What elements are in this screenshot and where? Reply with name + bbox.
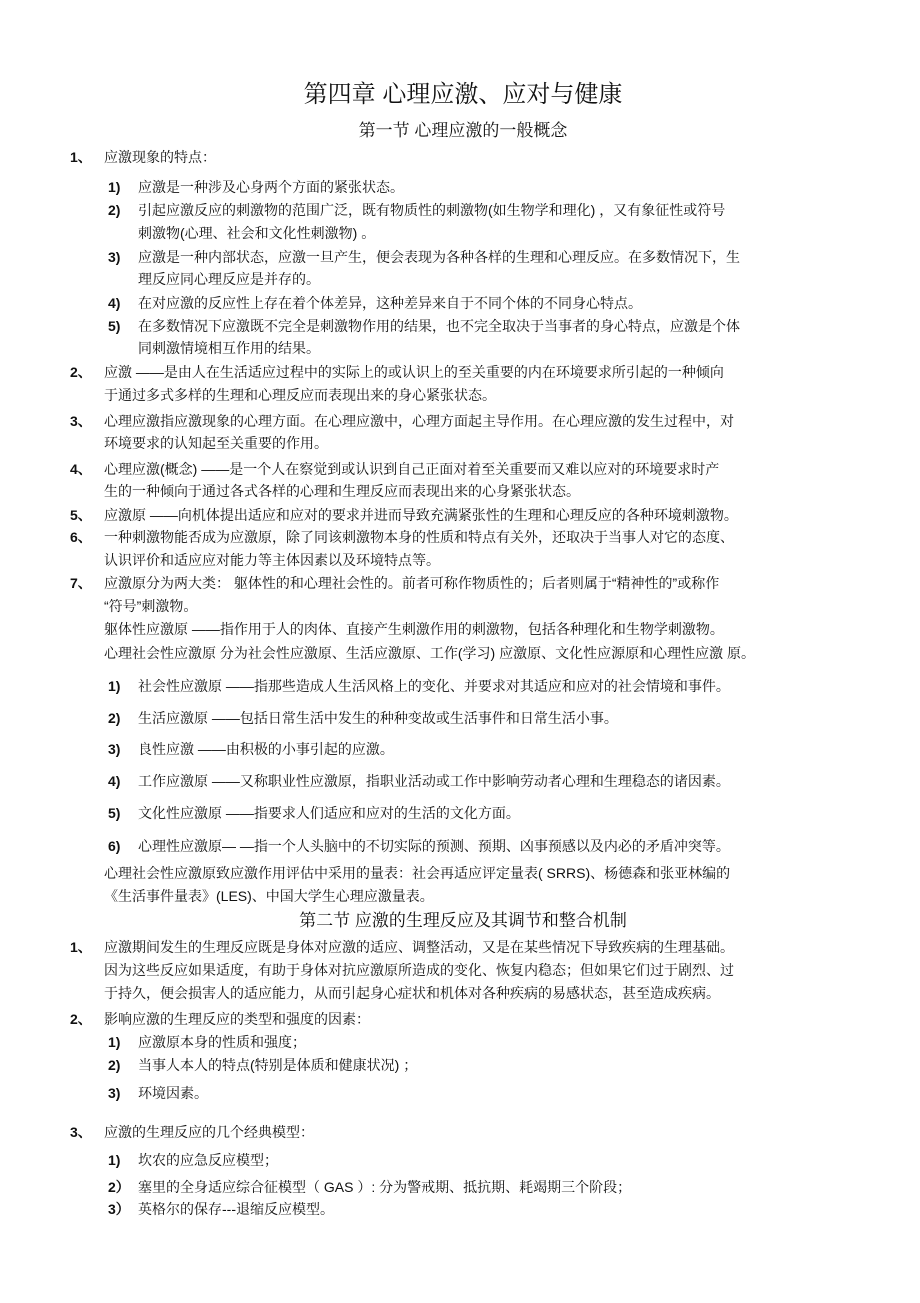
paragraph-line: 心理社会性应激原致应激作用评估中采用的量表：社会再适应评定量表( SRRS)、杨德森和张亚林编的	[104, 865, 731, 881]
list-number: 1)	[108, 179, 121, 195]
paragraph-line: 生的一种倾向于通过各式各样的心理和生理反应而表现出来的心身紧张状态。	[104, 483, 580, 499]
list-number: 2）	[108, 1179, 130, 1195]
list-number: 3、	[70, 1124, 92, 1140]
paragraph-line: 环境因素。	[138, 1085, 208, 1101]
paragraph-line: 社会性应激原 ——指那些造成人生活风格上的变化、并要求对其适应和应对的社会情境和事件。	[138, 678, 730, 694]
paragraph-line: 在对应激的反应性上存在着个体差异，这种差异来自于不同个体的不同身心特点。	[138, 295, 642, 311]
paragraph-line: 坎农的应急反应模型；	[138, 1152, 278, 1168]
paragraph-line: “符号”刺激物。	[104, 598, 198, 614]
paragraph-line: 于通过多式多样的生理和心理反应而表现出来的身心紧张状态。	[104, 387, 496, 403]
list-number: 1)	[108, 1034, 121, 1050]
paragraph-line: 应激的生理反应的几个经典模型：	[104, 1124, 314, 1140]
list-number: 3、	[70, 413, 92, 429]
paragraph-line: 于持久，便会损害人的适应能力，从而引起身心症状和机体对各种疾病的易感状态，甚至造成疾病。	[104, 985, 720, 1001]
list-number: 4)	[108, 773, 121, 789]
paragraph-line: 良性应激 ——由积极的小事引起的应激。	[138, 741, 394, 757]
paragraph-line: 英格尔的保存---退缩反应模型。	[138, 1201, 334, 1217]
paragraph-line: 应激是一种内部状态，应激一旦产生，便会表现为各种各样的生理和心理反应。在多数情况下，生	[138, 249, 740, 265]
paragraph-line: 应激期间发生的生理反应既是身体对应激的适应、调整活动，又是在某些情况下导致疾病的生理基础。	[104, 939, 734, 955]
paragraph-line: 文化性应激原 ——指要求人们适应和应对的生活的文化方面。	[138, 805, 520, 821]
paragraph-line: 应激 ——是由人在生活适应过程中的实际上的或认识上的至关重要的内在环境要求所引起的一种倾向	[104, 364, 724, 380]
paragraph-line: 心理社会性应激原 分为社会性应激原、生活应激原、工作(学习) 应激原、文化性应源原和心理性应激 原。	[104, 645, 755, 661]
list-number: 5、	[70, 507, 92, 523]
list-number: 5)	[108, 805, 121, 821]
paragraph-line: 心理应激指应激现象的心理方面。在心理应激中，心理方面起主导作用。在心理应激的发生过程中，对	[104, 413, 734, 429]
paragraph-line: 在多数情况下应激既不完全是刺激物作用的结果，也不完全取决于当事者的身心特点，应激是个体	[138, 318, 740, 334]
list-number: 2)	[108, 202, 121, 218]
list-number: 1、	[70, 149, 92, 165]
list-number: 4、	[70, 461, 92, 477]
list-number: 5)	[108, 318, 121, 334]
list-number: 3）	[108, 1201, 130, 1217]
list-number: 4)	[108, 295, 121, 311]
section-heading-2: 第二节 应激的生理反应及其调节和整合机制	[299, 911, 627, 930]
paragraph-line: 理反应同心理反应是并存的。	[138, 271, 320, 287]
list-number: 3)	[108, 741, 121, 757]
list-number: 1)	[108, 1152, 121, 1168]
paragraph-line: 影响应激的生理反应的类型和强度的因素：	[104, 1011, 370, 1027]
paragraph-line: 应激原本身的性质和强度；	[138, 1034, 306, 1050]
paragraph-line: 应激现象的特点：	[104, 149, 216, 165]
paragraph-line: 一种刺激物能否成为应激原，除了同该刺激物本身的性质和特点有关外，还取决于当事人对它的态度、	[104, 529, 734, 545]
paragraph-line: 同刺激情境相互作用的结果。	[138, 340, 320, 356]
paragraph-line: 认识评价和适应应对能力等主体因素以及环境特点等。	[104, 552, 440, 568]
list-number: 2、	[70, 364, 92, 380]
paragraph-line: 因为这些反应如果适度，有助于身体对抗应激原所造成的变化、恢复内稳态；但如果它们过于剧烈、过	[104, 962, 734, 978]
list-number: 2)	[108, 710, 121, 726]
paragraph-line: 环境要求的认知起至关重要的作用。	[104, 435, 328, 451]
list-number: 1、	[70, 939, 92, 955]
list-number: 6)	[108, 838, 121, 854]
paragraph-line: 引起应激反应的刺激物的范围广泛，既有物质性的刺激物(如生物学和理化) ，又有象征性或符号	[138, 202, 726, 218]
list-number: 7、	[70, 575, 92, 591]
paragraph-line: 刺激物(心理、社会和文化性刺激物) 。	[138, 225, 376, 241]
section-heading-1: 第一节 心理应激的一般概念	[358, 121, 568, 140]
paragraph-line: 心理应激(概念) ——是一个人在察觉到或认识到自己正面对着至关重要而又难以应对的环境要求时产	[104, 461, 720, 477]
paragraph-line: 工作应激原 ——又称职业性应激原，指职业活动或工作中影响劳动者心理和生理稳态的诸因素。	[138, 773, 730, 789]
paragraph-line: 应激是一种涉及心身两个方面的紧张状态。	[138, 179, 404, 195]
list-number: 2、	[70, 1011, 92, 1027]
paragraph-line: 《生活事件量表》(LES)、中国大学生心理应激量表。	[104, 888, 434, 904]
list-number: 6、	[70, 529, 92, 545]
list-number: 3)	[108, 249, 121, 265]
chapter-title: 第四章 心理应激、应对与健康	[303, 81, 623, 108]
list-number: 1)	[108, 678, 121, 694]
paragraph-line: 塞里的全身适应综合征模型（ GAS ）: 分为警戒期、抵抗期、耗竭期三个阶段；	[138, 1179, 632, 1195]
paragraph-line: 躯体性应激原 ——指作用于人的肉体、直接产生刺激作用的刺激物，包括各种理化和生物学刺激物。	[104, 621, 724, 637]
paragraph-line: 生活应激原 ——包括日常生活中发生的种种变故或生活事件和日常生活小事。	[138, 710, 618, 726]
paragraph-line: 应激原分为两大类： 躯体性的和心理社会性的。前者可称作物质性的；后者则属于“精神性的”或称作	[104, 575, 720, 591]
paragraph-line: 应激原 ——向机体提出适应和应对的要求并进而导致充满紧张性的生理和心理反应的各种环境刺激物。	[104, 507, 738, 523]
list-number: 3)	[108, 1085, 121, 1101]
paragraph-line: 心理性应激原— —指一个人头脑中的不切实际的预测、预期、凶事预感以及内必的矛盾冲突等。	[138, 838, 730, 854]
list-number: 2)	[108, 1057, 121, 1073]
paragraph-line: 当事人本人的特点(特别是体质和健康状况) ；	[138, 1057, 418, 1073]
